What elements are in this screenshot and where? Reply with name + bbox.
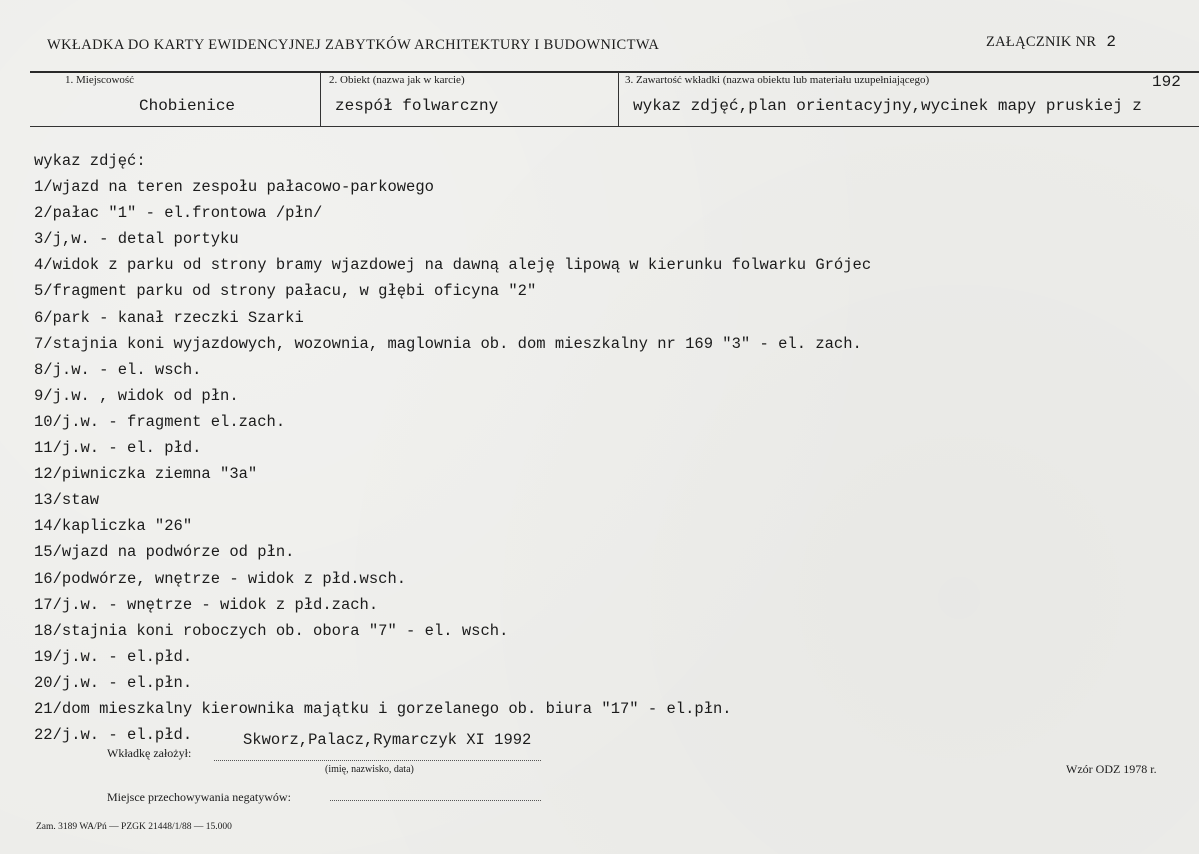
print-info: Zam. 3189 WA/Pń — PZGK 21448/1/88 — 15.000 <box>36 822 232 832</box>
contents-label: 3. Zawartość wkładki (nazwa obiektu lub materiału uzupełniającego) <box>625 74 930 86</box>
photo-list-item: 7/stajnia koni wyjazdowych, wozownia, maglownia ob. dom mieszkalny nr 169 "3" - el. zach. <box>34 334 862 353</box>
annex-number: 2 <box>1106 33 1117 51</box>
photo-list-item: 18/stajnia koni roboczych ob. obora "7" - el. wsch. <box>34 621 509 640</box>
photo-list-item: 19/j.w. - el.płd. <box>34 647 193 666</box>
field-divider-1 <box>320 72 321 126</box>
photo-list-item: 16/podwórze, wnętrze - widok z płd.wsch. <box>34 569 407 588</box>
negatives-label: Miejsce przechowywania negatywów: <box>107 790 291 804</box>
founder-value: Skworz,Palacz,Rymarczyk XI 1992 <box>243 731 532 749</box>
year-fragment: 192 <box>1152 73 1181 91</box>
photo-list-item: 21/dom mieszkalny kierownika majątku i gorzelanego ob. biura "17" - el.płn. <box>34 699 732 718</box>
photo-list-item: 13/staw <box>34 491 100 510</box>
field-divider-2 <box>618 72 619 126</box>
annex-label-text: ZAŁĄCZNIK NR <box>986 34 1097 50</box>
photo-list-item: 8/j.w. - el. wsch. <box>34 360 202 379</box>
photo-list-heading: wykaz zdjęć: <box>34 152 146 170</box>
negatives-dotted-line <box>330 800 541 801</box>
photo-list-item: 17/j.w. - wnętrze - widok z płd.zach. <box>34 595 379 614</box>
photo-list-item: 10/j.w. - fragment el.zach. <box>34 412 286 431</box>
location-value: Chobienice <box>139 97 236 115</box>
photo-list-item: 12/piwniczka ziemna "3a" <box>34 465 258 484</box>
object-label: 2. Obiekt (nazwa jak w karcie) <box>329 74 465 86</box>
founder-dotted-line <box>214 760 541 761</box>
photo-list-item: 6/park - kanał rzeczki Szarki <box>34 308 304 327</box>
annex-label <box>986 33 1116 51</box>
photo-list <box>34 148 871 748</box>
photo-list-item: 4/widok z parku od strony bramy wjazdowej na dawną aleję lipową w kierunku folwarku Grójec <box>34 256 872 275</box>
header-rule-bottom <box>30 126 1199 127</box>
founder-label: Wkładkę założył: <box>107 746 192 760</box>
photo-list-item: 9/j.w. , widok od płn. <box>34 386 239 405</box>
photo-list-item: 14/kapliczka "26" <box>34 517 193 536</box>
photo-list-item: 15/wjazd na podwórze od płn. <box>34 543 295 562</box>
contents-value: wykaz zdjęć,plan orientacyjny,wycinek mapy pruskiej z <box>633 97 1142 115</box>
photo-list-item: 1/wjazd na teren zespołu pałacowo-parkowego <box>34 178 434 197</box>
form-pattern: Wzór ODZ 1978 r. <box>1066 762 1157 776</box>
form-title: WKŁADKA DO KARTY EWIDENCYJNEJ ZABYTKÓW ARCHITEKTURY I BUDOWNICTWA <box>47 37 660 53</box>
object-value: zespół folwarczny <box>335 97 499 115</box>
photo-list-item: 20/j.w. - el.płn. <box>34 673 193 692</box>
photo-list-item: 5/fragment parku od strony pałacu, w głębi oficyna "2" <box>34 282 537 301</box>
photo-list-item: 3/j,w. - detal portyku <box>34 230 239 249</box>
header-rule-top <box>30 71 1199 73</box>
location-label: 1. Miejscowość <box>65 74 135 86</box>
photo-list-item: 11/j.w. - el. płd. <box>34 439 202 458</box>
photo-list-item: 22/j.w. - el.płd. <box>34 726 193 745</box>
founder-caption: (imię, nazwisko, data) <box>325 764 414 775</box>
photo-list-item: 2/pałac "1" - el.frontowa /płn/ <box>34 204 323 223</box>
